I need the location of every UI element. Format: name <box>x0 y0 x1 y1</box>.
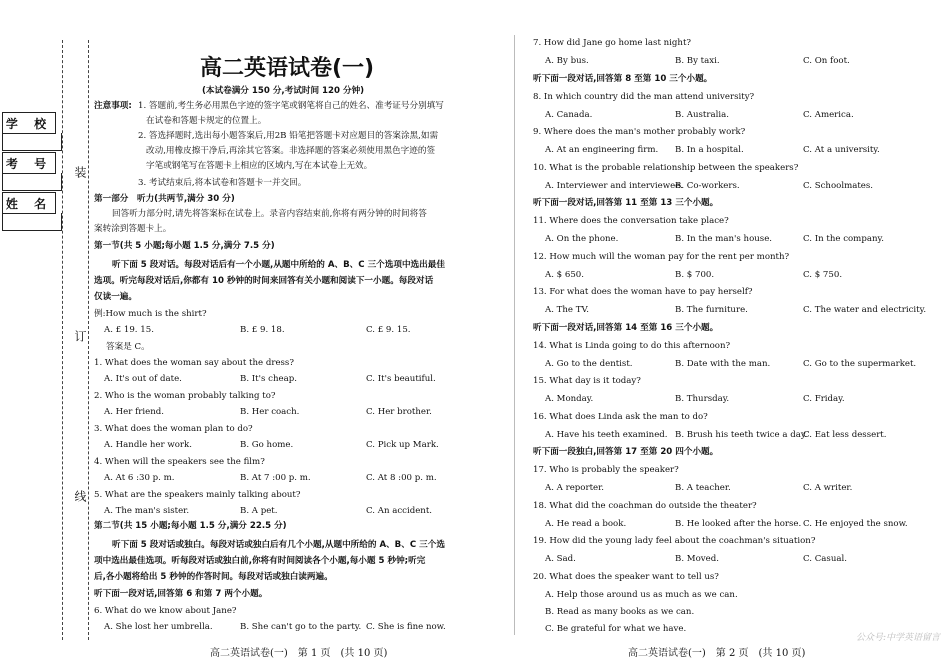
note-3: 3. 考试结束后,将本试卷和答题卡一并交回。 <box>138 178 307 188</box>
question-6: 6. What do we know about Jane? <box>94 606 237 616</box>
question-17-option-b: B. A teacher. <box>675 483 731 493</box>
question-4: 4. When will the speakers see the film? <box>94 457 265 467</box>
section2-inst-3: 后,各小题将给出 5 秒钟的作答时间。每段对话或独白读两遍。 <box>94 572 333 582</box>
question-12: 12. How much will the woman pay for the rent per month? <box>533 251 790 262</box>
section1-inst-1: 听下面 5 段对话。每段对话后有一个小题,从题中所给的 A、B、C 三个选项中选出最佳 <box>112 260 445 270</box>
question-12-option-b: B. $ 700. <box>675 269 715 280</box>
question-19-option-b: B. Moved. <box>675 554 719 564</box>
question-4-options <box>104 473 437 484</box>
question-11: 11. Where does the conversation take place? <box>533 216 729 226</box>
note-2c: 字笔或钢笔写在答题卡上相应的区域内,写在本试卷上无效。 <box>146 161 373 171</box>
section2-title: 第二节(共 15 小题;每小题 1.5 分,满分 22.5 分) <box>94 521 287 531</box>
question-3-option-b: B. Go home. <box>240 440 294 450</box>
question-18-options <box>545 519 908 530</box>
question-2: 2. Who is the woman probably talking to? <box>94 391 276 401</box>
question-4-option-c: C. At 8 :00 p. m. <box>366 473 437 483</box>
binding-strip <box>0 0 92 659</box>
question-3-option-c: C. Pick up Mark. <box>366 440 439 450</box>
school-label: 学 校 <box>2 112 56 134</box>
question-8-option-a: A. Canada. <box>545 109 593 120</box>
question-16-options <box>545 430 887 441</box>
question-19: 19. How did the young lady feel about the coachman's situation? <box>533 536 816 546</box>
binding-line-outer <box>62 40 63 640</box>
exam-number-label: 考 号 <box>2 152 56 174</box>
question-5-options <box>104 506 432 517</box>
exam-subtitle: (本试卷满分 150 分,考试时间 120 分钟) <box>202 86 365 96</box>
question-5-option-c: C. An accident. <box>366 506 433 516</box>
question-14-option-c: C. Go to the supermarket. <box>803 358 917 369</box>
question-17-option-c: C. A writer. <box>803 483 853 493</box>
question-6-option-c: C. She is fine now. <box>366 622 446 632</box>
question-17-options <box>545 483 852 494</box>
question-1-option-c: C. It's beautiful. <box>366 374 436 384</box>
part1-desc-2: 案转涂到答题卡上。 <box>94 224 172 234</box>
name-field[interactable] <box>2 213 62 231</box>
section1-inst-2: 选项。听完每段对话后,你都有 10 秒钟的时间来回答有关小题和阅读下一小题。每段对话 <box>94 276 434 286</box>
binding-mark-ding: 订 <box>73 330 87 342</box>
question-13-option-c: C. The water and electricity. <box>803 305 927 315</box>
direction-4: 听下面一段独白,回答第 17 至第 20 四个小题。 <box>533 447 719 457</box>
question-18: 18. What did the coachman do outside the theater? <box>533 500 757 511</box>
section2-inst-2: 项中选出最佳选项。听每段对话或独白前,你将有时间阅读各个小题,每小题 5 秒钟;听完 <box>94 556 426 566</box>
question-7-option-b: B. By taxi. <box>675 56 720 66</box>
question-19-options <box>545 554 847 565</box>
direction-q6-7: 听下面一段对话,回答第 6 和第 7 两个小题。 <box>94 589 268 599</box>
binding-mark-zhuang: 装 <box>73 166 87 178</box>
question-8-option-b: B. Australia. <box>675 109 729 120</box>
section1-title: 第一节(共 5 小题;每小题 1.5 分,满分 7.5 分) <box>94 241 275 251</box>
question-20-option-c: C. Be grateful for what we have. <box>545 623 687 634</box>
direction-1: 听下面一段对话,回答第 8 至第 10 三个小题。 <box>533 73 713 84</box>
question-9-option-c: C. At a university. <box>803 145 880 155</box>
name-label: 姓 名 <box>2 192 56 214</box>
question-1-option-a: A. It's out of date. <box>104 374 182 384</box>
question-14-options <box>545 359 916 370</box>
school-field[interactable] <box>2 133 62 151</box>
question-8: 8. In which country did the man attend university? <box>533 91 755 102</box>
example-option-a: A. £ 19. 15. <box>104 325 154 335</box>
question-5: 5. What are the speakers mainly talking about? <box>94 490 301 500</box>
question-19-option-c: C. Casual. <box>803 554 847 564</box>
question-2-options <box>104 407 432 418</box>
exam-number-field[interactable] <box>2 173 62 191</box>
question-14-option-b: B. Date with the man. <box>675 358 771 369</box>
question-20: 20. What does the speaker want to tell us? <box>533 571 719 582</box>
question-16-option-a: A. Have his teeth examined. <box>545 429 668 440</box>
question-16: 16. What does Linda ask the man to do? <box>533 411 708 422</box>
footer-page-2: 高二英语试卷(一) 第 2 页 (共 10 页) <box>628 648 806 659</box>
question-3: 3. What does the woman plan to do? <box>94 424 253 434</box>
page-divider <box>514 35 515 635</box>
question-11-option-a: A. On the phone. <box>545 234 619 244</box>
example-options <box>104 325 411 336</box>
question-2-option-c: C. Her brother. <box>366 407 432 417</box>
question-10-options <box>545 181 873 192</box>
question-3-option-a: A. Handle her work. <box>104 440 192 450</box>
direction-3: 听下面一段对话,回答第 14 至第 16 三个小题。 <box>533 322 719 333</box>
note-1a: 1. 答题前,考生务必用黑色字迹的签字笔或钢笔将自己的姓名、准考证号分别填写 <box>138 101 444 111</box>
section2-inst-1: 听下面 5 段对话或独白。每段对话或独白后有几个小题,从题中所给的 A、B、C 三个选 <box>112 540 445 550</box>
question-1-options <box>104 374 436 385</box>
question-15-option-b: B. Thursday. <box>675 394 730 404</box>
direction-2: 听下面一段对话,回答第 11 至第 13 三个小题。 <box>533 198 719 208</box>
question-17: 17. Who is probably the speaker? <box>533 465 679 475</box>
question-8-options <box>545 110 854 121</box>
question-16-option-c: C. Eat less dessert. <box>803 429 887 440</box>
question-2-option-b: B. Her coach. <box>240 407 300 417</box>
question-18-option-a: A. He read a book. <box>545 518 627 529</box>
question-5-option-b: B. A pet. <box>240 506 278 516</box>
question-11-option-b: B. In the man's house. <box>675 234 773 244</box>
question-15-option-a: A. Monday. <box>545 394 594 404</box>
example-answer: 答案是 C。 <box>106 342 150 352</box>
question-10-option-b: B. Co-workers. <box>675 180 740 191</box>
question-9: 9. Where does the man's mother probably work? <box>533 127 746 137</box>
note-2b: 改动,用橡皮擦干净后,再涂其它答案。非选择题的答案必须使用黑色字迹的签 <box>146 146 436 156</box>
exam-title: 高二英语试卷(一) <box>200 56 375 81</box>
question-15-options <box>545 394 845 405</box>
question-12-option-a: A. $ 650. <box>545 269 585 280</box>
question-7-options <box>545 56 850 67</box>
question-11-options <box>545 234 884 245</box>
question-20-option-b: B. Read as many books as we can. <box>545 606 695 617</box>
question-2-option-a: A. Her friend. <box>104 407 164 417</box>
question-18-option-b: B. He looked after the horse. <box>675 518 802 529</box>
question-13-option-a: A. The TV. <box>545 305 589 315</box>
question-14: 14. What is Linda going to do this afternoon? <box>533 340 731 351</box>
question-9-option-b: B. In a hospital. <box>675 145 744 155</box>
question-1: 1. What does the woman say about the dress? <box>94 358 294 368</box>
question-15: 15. What day is it today? <box>533 376 641 386</box>
question-3-options <box>104 440 439 451</box>
question-10: 10. What is the probable relationship between the speakers? <box>533 162 799 173</box>
question-12-options <box>545 270 842 281</box>
question-9-options <box>545 145 880 156</box>
part1-desc-1: 回答听力部分时,请先将答案标在试卷上。录音内容结束前,你将有两分钟的时间将答 <box>112 209 427 219</box>
question-1-option-b: B. It's cheap. <box>240 374 297 384</box>
question-7: 7. How did Jane go home last night? <box>533 38 692 48</box>
question-6-option-a: A. She lost her umbrella. <box>104 622 213 632</box>
binding-mark-xian: 线 <box>73 490 87 502</box>
question-16-option-b: B. Brush his teeth twice a day. <box>675 429 808 440</box>
example-option-b: B. £ 9. 18. <box>240 325 285 335</box>
question-20-option-a: A. Help those around us as much as we can. <box>545 589 738 600</box>
question-12-option-c: C. $ 750. <box>803 269 843 280</box>
question-13-options <box>545 305 926 316</box>
question-17-option-a: A. A reporter. <box>545 483 605 493</box>
question-5-option-a: A. The man's sister. <box>104 506 190 516</box>
question-13-option-b: B. The furniture. <box>675 305 748 315</box>
question-7-option-a: A. By bus. <box>545 56 589 66</box>
note-2a: 2. 答选择题时,选出每小题答案后,用2B 铅笔把答题卡对应题目的答案涂黑,如需 <box>138 131 439 141</box>
question-10-option-c: C. Schoolmates. <box>803 180 874 191</box>
question-8-option-c: C. America. <box>803 109 854 120</box>
example-question: 例:How much is the shirt? <box>94 309 207 319</box>
question-15-option-c: C. Friday. <box>803 394 845 404</box>
question-11-option-c: C. In the company. <box>803 234 884 244</box>
question-6-options <box>104 622 446 633</box>
question-9-option-a: A. At an engineering firm. <box>545 145 659 155</box>
section1-inst-3: 仅读一遍。 <box>94 292 137 302</box>
question-13: 13. For what does the woman have to pay herself? <box>533 287 753 297</box>
part1-title: 第一部分 听力(共两节,满分 30 分) <box>94 194 235 204</box>
note-1b: 在试卷和答题卡规定的位置上。 <box>146 116 267 126</box>
footer-page-1: 高二英语试卷(一) 第 1 页 (共 10 页) <box>210 648 388 659</box>
question-19-option-a: A. Sad. <box>545 554 576 564</box>
question-6-option-b: B. She can't go to the party. <box>240 622 362 632</box>
question-10-option-a: A. Interviewer and interviewee. <box>545 180 683 191</box>
question-4-option-a: A. At 6 :30 p. m. <box>104 473 175 483</box>
example-option-c: C. £ 9. 15. <box>366 325 411 335</box>
question-7-option-c: C. On foot. <box>803 56 850 66</box>
watermark: 公众号:中学英语留言 <box>855 633 940 643</box>
question-18-option-c: C. He enjoyed the snow. <box>803 518 908 529</box>
question-14-option-a: A. Go to the dentist. <box>545 358 633 369</box>
notes-label: 注意事项: <box>94 101 132 111</box>
question-4-option-b: B. At 7 :00 p. m. <box>240 473 311 483</box>
